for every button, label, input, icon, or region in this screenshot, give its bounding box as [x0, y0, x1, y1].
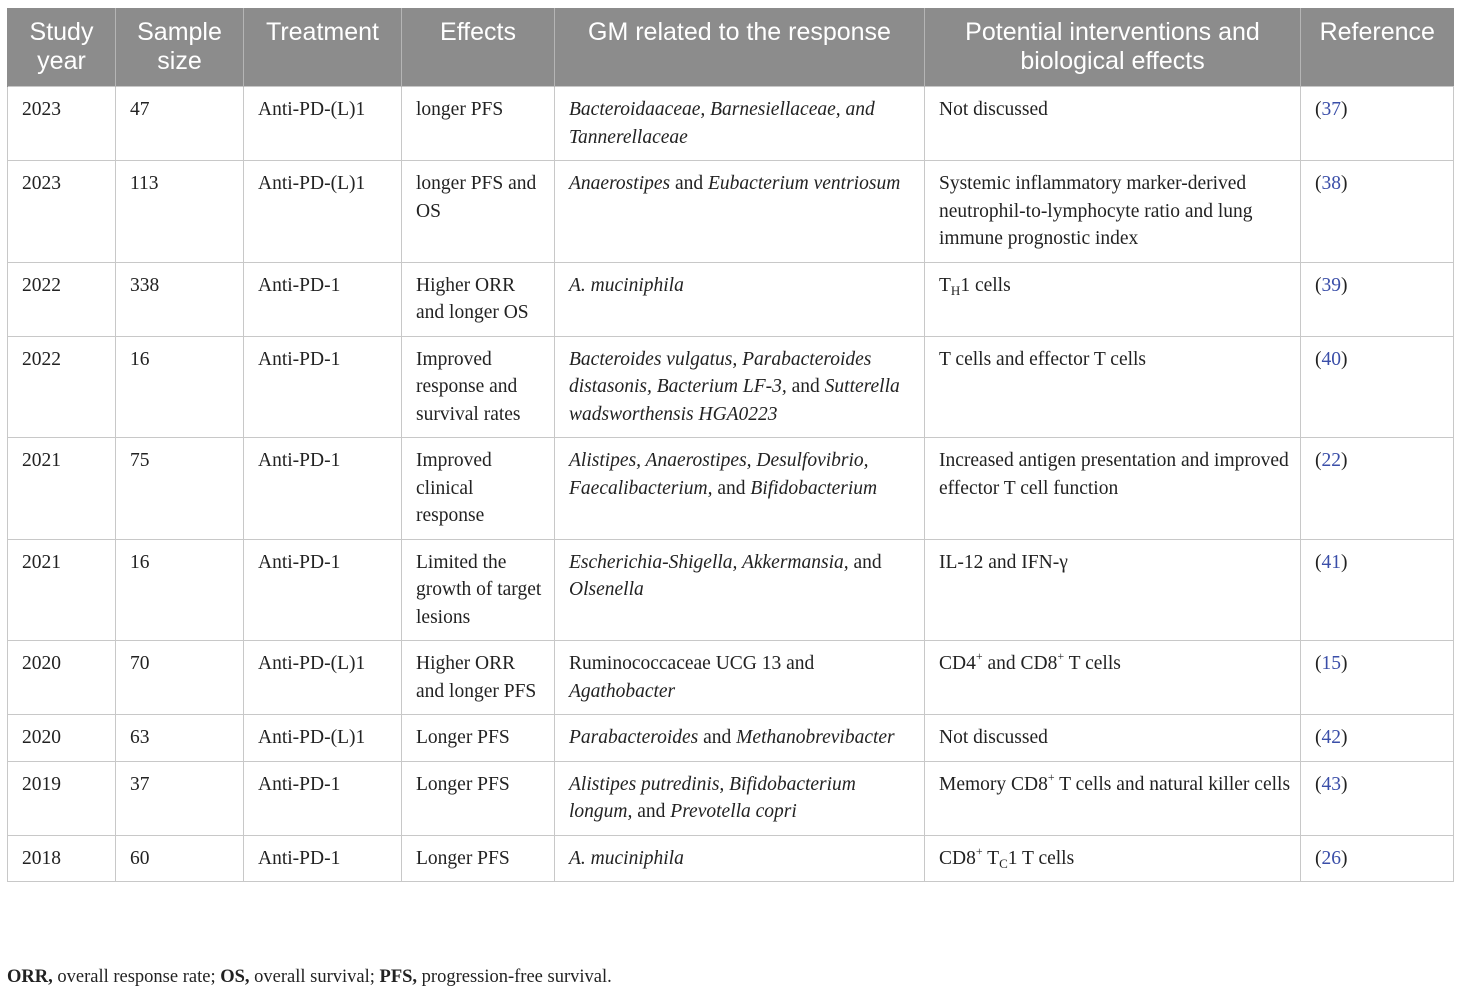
intervention-text: T — [982, 847, 1000, 869]
cell-sample-size: 113 — [116, 161, 244, 263]
cell-reference — [1301, 262, 1454, 336]
cell-effects: Higher ORR and longer OS — [402, 262, 555, 336]
cell-study-year: 2022 — [8, 262, 116, 336]
intervention-text: and CD8 — [982, 653, 1058, 674]
table-row — [8, 715, 1454, 762]
ref-paren: ( — [1315, 551, 1322, 573]
header-gm-response: GM related to the response — [555, 8, 925, 87]
cell-treatment: Anti-PD-1 — [244, 539, 402, 641]
reference-link[interactable]: 38 — [1321, 173, 1341, 194]
cell-sample-size: 37 — [116, 761, 244, 835]
cell-gm-response — [555, 641, 925, 715]
cell-gm-response — [555, 539, 925, 641]
table-body — [8, 87, 1454, 882]
cell-reference — [1301, 336, 1454, 438]
intervention-text: 1 cells — [960, 274, 1011, 296]
gm-text: and — [786, 376, 825, 397]
cell-sample-size: 16 — [116, 539, 244, 641]
intervention-sup: + — [1057, 649, 1065, 663]
intervention-text: Not discussed — [939, 99, 1048, 120]
reference-link[interactable]: 39 — [1321, 274, 1341, 296]
intervention-text: CD4 — [939, 653, 976, 674]
ref-paren: ( — [1315, 274, 1322, 296]
reference-link[interactable]: 22 — [1321, 450, 1341, 471]
cell-gm-response — [555, 262, 925, 336]
cell-gm-response — [555, 835, 925, 882]
cell-interventions — [925, 87, 1301, 161]
cell-interventions — [925, 835, 1301, 882]
intervention-sub: H — [950, 282, 961, 298]
table-row — [8, 641, 1454, 715]
cell-study-year: 2023 — [8, 161, 116, 263]
cell-treatment: Anti-PD-1 — [244, 336, 402, 438]
intervention-sup: + — [1047, 769, 1055, 784]
cell-effects: Longer PFS — [402, 715, 555, 762]
header-sample-size: Sample size — [116, 8, 244, 87]
footnote-definition: progression-free survival. — [417, 967, 612, 987]
cell-sample-size: 338 — [116, 262, 244, 336]
intervention-text: 1 T cells — [1007, 847, 1075, 869]
intervention-sup: + — [975, 649, 983, 663]
gm-text: Alistipes, Anaerostipes, Desulfovibrio, Faecalibacterium, — [569, 450, 869, 499]
header-study-year: Study year — [8, 8, 116, 87]
gm-text: and — [698, 727, 737, 748]
cell-study-year: 2020 — [8, 715, 116, 762]
cell-reference — [1301, 438, 1454, 540]
table-row — [8, 87, 1454, 161]
reference-link[interactable]: 43 — [1321, 773, 1341, 795]
cell-effects: Improved response and survival rates — [402, 336, 555, 438]
cell-sample-size: 63 — [116, 715, 244, 762]
cell-reference — [1301, 715, 1454, 762]
ref-paren: ) — [1341, 450, 1348, 471]
ref-paren: ) — [1341, 348, 1348, 370]
cell-interventions — [925, 438, 1301, 540]
gm-text: and — [670, 173, 709, 194]
ref-paren: ) — [1341, 99, 1348, 120]
gm-text: Bacteroides vulgatus, Parabacteroides distasonis, Bacterium LF-3, — [569, 348, 872, 397]
cell-gm-response — [555, 715, 925, 762]
table-row — [8, 835, 1454, 882]
gm-text: Bacteroidaaceae, Barnesiellaceae, and Tannerellaceae — [569, 99, 875, 148]
reference-link[interactable]: 26 — [1321, 847, 1341, 869]
ref-paren: ) — [1341, 847, 1348, 869]
cell-interventions — [925, 761, 1301, 835]
gm-text: and — [632, 801, 671, 822]
footnote-definition: overall survival; — [249, 967, 380, 987]
cell-effects: longer PFS — [402, 87, 555, 161]
gm-text: Sutterella wadsworthensis HGA0223 — [569, 376, 900, 425]
intervention-text: CD8 — [939, 847, 976, 869]
gm-text: Olsenella — [569, 579, 644, 600]
cell-reference — [1301, 761, 1454, 835]
reference-link[interactable]: 41 — [1321, 551, 1341, 573]
table-row — [8, 438, 1454, 540]
cell-treatment: Anti-PD-(L)1 — [244, 87, 402, 161]
reference-link[interactable]: 37 — [1321, 99, 1341, 120]
gut-microbiome-table — [7, 8, 1454, 882]
cell-gm-response — [555, 87, 925, 161]
intervention-text: Systemic inflammatory marker-derived neutrophil-to-lymphocyte ratio and lung immune prognostic index — [939, 173, 1253, 249]
gm-text: A. muciniphila — [569, 847, 684, 869]
cell-interventions — [925, 336, 1301, 438]
intervention-text: T cells and natural killer cells — [1054, 773, 1291, 795]
cell-sample-size: 16 — [116, 336, 244, 438]
cell-sample-size: 60 — [116, 835, 244, 882]
header-row — [8, 8, 1454, 87]
ref-paren: ( — [1315, 653, 1322, 674]
header-interventions: Potential interventions and biological effects — [925, 8, 1301, 87]
ref-paren: ) — [1341, 274, 1348, 296]
ref-paren: ) — [1341, 653, 1348, 674]
cell-effects: longer PFS and OS — [402, 161, 555, 263]
cell-interventions — [925, 262, 1301, 336]
gm-text: Anaerostipes — [569, 173, 671, 194]
footnote-definition: overall response rate; — [52, 967, 221, 987]
ref-paren: ) — [1341, 551, 1348, 573]
table-row — [8, 161, 1454, 263]
intervention-text: T — [939, 274, 951, 296]
intervention-text: Not discussed — [939, 727, 1048, 748]
gm-text: and — [712, 477, 751, 499]
reference-link[interactable]: 42 — [1321, 727, 1341, 748]
cell-interventions — [925, 715, 1301, 762]
cell-effects: Longer PFS — [402, 835, 555, 882]
cell-effects: Longer PFS — [402, 761, 555, 835]
cell-gm-response — [555, 761, 925, 835]
intervention-text: Memory CD8 — [939, 773, 1048, 795]
table-row — [8, 336, 1454, 438]
table-row — [8, 262, 1454, 336]
cell-reference — [1301, 539, 1454, 641]
intervention-sub: C — [999, 855, 1008, 871]
header-reference: Reference — [1301, 8, 1454, 87]
ref-paren: ( — [1315, 450, 1322, 471]
cell-reference — [1301, 641, 1454, 715]
cell-effects: Higher ORR and longer PFS — [402, 641, 555, 715]
table-row — [8, 539, 1454, 641]
reference-link[interactable]: 40 — [1321, 348, 1341, 370]
ref-paren: ( — [1315, 99, 1322, 120]
gm-text: Alistipes putredinis, Bifidobacterium longum, — [569, 773, 856, 822]
ref-paren: ( — [1315, 773, 1322, 795]
cell-reference — [1301, 161, 1454, 263]
gm-text: Parabacteroides — [569, 727, 699, 748]
ref-paren: ( — [1315, 348, 1322, 370]
intervention-text: IL-12 and IFN-γ — [939, 551, 1068, 573]
gm-text: Escherichia-Shigella, Akkermansia, — [569, 551, 849, 573]
cell-study-year: 2022 — [8, 336, 116, 438]
ref-paren: ) — [1341, 173, 1348, 194]
cell-study-year: 2018 — [8, 835, 116, 882]
gm-text: Agathobacter — [569, 680, 676, 702]
intervention-text: Increased antigen presentation and improved effector T cell function — [939, 450, 1289, 499]
cell-study-year: 2023 — [8, 87, 116, 161]
cell-effects: Limited the growth of target lesions — [402, 539, 555, 641]
ref-paren: ) — [1341, 727, 1348, 748]
gm-text: Prevotella copri — [670, 801, 797, 822]
cell-treatment: Anti-PD-1 — [244, 262, 402, 336]
reference-link[interactable]: 15 — [1321, 653, 1341, 674]
intervention-text: T cells — [1064, 653, 1121, 674]
cell-effects: Improved clinical response — [402, 438, 555, 540]
cell-treatment: Anti-PD-1 — [244, 835, 402, 882]
cell-treatment: Anti-PD-(L)1 — [244, 641, 402, 715]
ref-paren: ( — [1315, 847, 1322, 869]
gm-text: A. muciniphila — [569, 274, 684, 296]
cell-interventions — [925, 539, 1301, 641]
cell-interventions — [925, 641, 1301, 715]
cell-study-year: 2019 — [8, 761, 116, 835]
cell-sample-size: 47 — [116, 87, 244, 161]
table-row — [8, 761, 1454, 835]
cell-gm-response — [555, 336, 925, 438]
header-treatment: Treatment — [244, 8, 402, 87]
cell-interventions — [925, 161, 1301, 263]
gm-text: Eubacterium ventriosum — [708, 173, 901, 194]
table-footnote — [7, 965, 612, 989]
intervention-sup: + — [975, 843, 983, 858]
cell-gm-response — [555, 161, 925, 263]
gm-text: Methanobrevibacter — [736, 727, 895, 748]
gut-microbiome-table-container — [7, 8, 1453, 882]
ref-paren: ( — [1315, 727, 1322, 748]
gm-text: Bifidobacterium — [750, 477, 878, 499]
cell-study-year: 2021 — [8, 438, 116, 540]
ref-paren: ) — [1341, 773, 1348, 795]
cell-study-year: 2020 — [8, 641, 116, 715]
cell-treatment: Anti-PD-1 — [244, 761, 402, 835]
footnote-abbreviation: OS, — [220, 967, 250, 987]
footnote-abbreviation: PFS, — [379, 967, 418, 987]
ref-paren: ( — [1315, 173, 1322, 194]
cell-treatment: Anti-PD-(L)1 — [244, 715, 402, 762]
header-effects: Effects — [402, 8, 555, 87]
cell-reference — [1301, 835, 1454, 882]
footnote-abbreviation: ORR, — [7, 967, 53, 987]
table-header — [8, 8, 1454, 87]
cell-sample-size: 75 — [116, 438, 244, 540]
cell-reference — [1301, 87, 1454, 161]
intervention-text: T cells and effector T cells — [939, 348, 1147, 370]
cell-treatment: Anti-PD-1 — [244, 438, 402, 540]
cell-treatment: Anti-PD-(L)1 — [244, 161, 402, 263]
cell-study-year: 2021 — [8, 539, 116, 641]
gm-text: and — [848, 551, 882, 573]
cell-sample-size: 70 — [116, 641, 244, 715]
cell-gm-response — [555, 438, 925, 540]
gm-text: Ruminococcaceae UCG 13 and — [569, 653, 815, 674]
